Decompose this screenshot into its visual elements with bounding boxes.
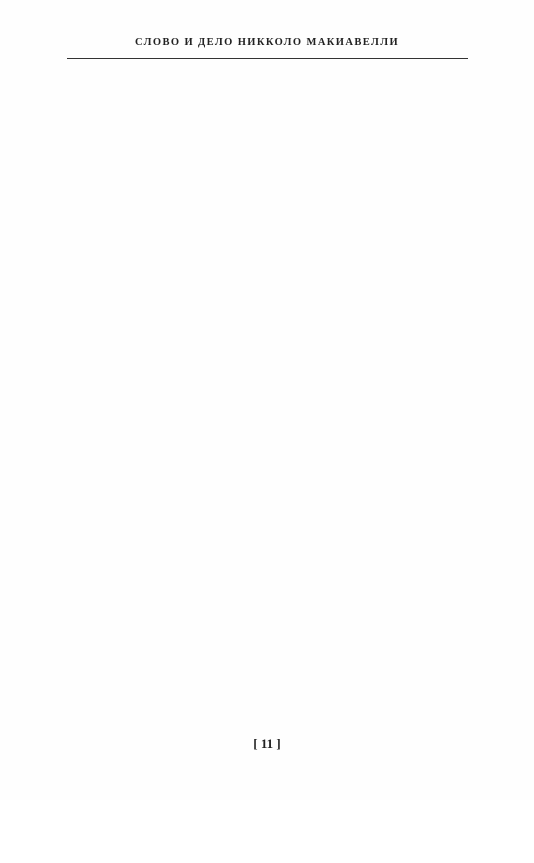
text-line (68, 237, 468, 259)
paragraph-1 (68, 64, 468, 237)
text-line (68, 604, 468, 626)
text-line (68, 712, 468, 734)
text-line (68, 669, 468, 691)
text-line (68, 777, 468, 799)
text-line (68, 215, 468, 237)
text-line (68, 517, 468, 539)
text-line (68, 647, 468, 669)
text-line (68, 323, 468, 345)
text-line (68, 453, 468, 475)
text-line (68, 496, 468, 518)
running-head: СЛОВО И ДЕЛО НИККОЛО МАКИАВЕЛЛИ (134, 37, 400, 48)
text-line (68, 107, 468, 129)
paragraph-2 (68, 237, 468, 690)
text-line (68, 129, 468, 151)
header-rule (67, 58, 468, 59)
text-line (68, 431, 468, 453)
text-line (68, 582, 468, 604)
page-number: [ 11 ] (253, 736, 281, 751)
text-line (68, 474, 468, 496)
text-line (68, 820, 468, 842)
text-line (68, 194, 468, 216)
text-line (68, 64, 468, 86)
text-line (68, 345, 468, 367)
text-line (68, 302, 468, 324)
text-line (68, 366, 468, 388)
text-line (68, 539, 468, 561)
paragraph-3 (68, 690, 468, 863)
text-line (68, 798, 468, 820)
text-line (68, 150, 468, 172)
text-line (68, 841, 468, 863)
text-line (68, 561, 468, 583)
text-line (68, 625, 468, 647)
text-line (68, 86, 468, 108)
text-line (68, 410, 468, 432)
text-line (68, 258, 468, 280)
text-line (68, 690, 468, 712)
text-line (68, 755, 468, 777)
text-line (68, 388, 468, 410)
text-line (68, 280, 468, 302)
text-line (68, 172, 468, 194)
